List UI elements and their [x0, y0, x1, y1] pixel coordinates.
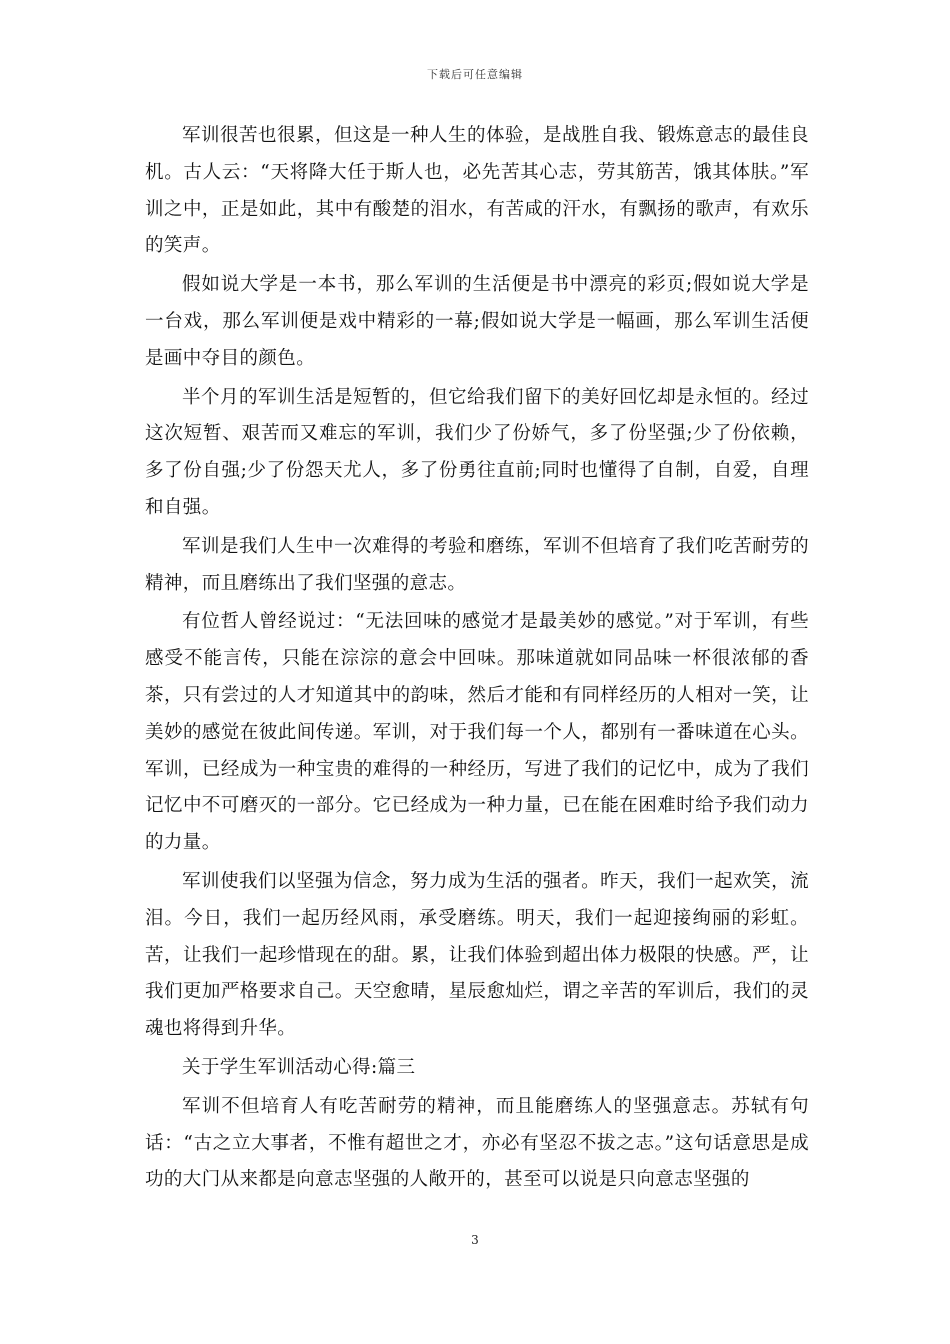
- paragraph-2: 假如说大学是一本书，那么军训的生活便是书中漂亮的彩页;假如说大学是一台戏，那么军训便是戏中精彩的一幕;假如说大学是一幅画，那么军训生活便是画中夺目的颜色。: [145, 274, 809, 369]
- paragraph-3: 半个月的军训生活是短暂的，但它给我们留下的美好回忆却是永恒的。经过这次短暂、艰苦而又难忘的军训，我们少了份娇气，多了份坚强;少了份依赖，多了份自强;少了份怨天尤人，多了份勇往直前;同时也懂得了自制，自爱，自理和自强。: [145, 386, 809, 518]
- paragraph-6: 军训使我们以坚强为信念，努力成为生活的强者。昨天，我们一起欢笑，流泪。今日，我们一起历经风雨，承受磨练。明天，我们一起迎接绚丽的彩虹。苦，让我们一起珍惜现在的甜。累，让我们体验到超出体力极限的快感。严，让我们更加严格要求自己。天空愈晴，星辰愈灿烂，谓之辛苦的军训后，我们的灵魂也将得到升华。: [145, 870, 809, 1040]
- page-number: 3: [471, 1233, 479, 1247]
- page-header: 下载后可任意编辑: [427, 68, 523, 81]
- document-body: [145, 118, 809, 1201]
- paragraph-4: 军训是我们人生中一次难得的考验和磨练，军训不但培育了我们吃苦耐劳的精神，而且磨练出了我们坚强的意志。: [145, 535, 809, 594]
- paragraph-5: 有位哲人曾经说过：“无法回味的感觉才是最美妙的感觉。”对于军训，有些感受不能言传，只能在淙淙的意会中回味。那味道就如同品味一杯很浓郁的香茶，只有尝过的人才知道其中的韵味，然后才能和有同样经历的人相对一笑，让美妙的感觉在彼此间传递。军训，对于我们每一个人，都别有一番味道在心头。军训，已经成为一种宝贵的难得的一种经历，写进了我们的记忆中，成为了我们记忆中不可磨灭的一部分。它已经成为一种力量，已在能在困难时给予我们动力的力量。: [145, 611, 809, 854]
- section-heading: 关于学生军训活动心得:篇三: [182, 1056, 416, 1078]
- paragraph-7: 军训不但培育人有吃苦耐劳的精神，而且能磨练人的坚强意志。苏轼有句话：“古之立大事者，不惟有超世之才，亦必有坚忍不拔之志。”这句话意思是成功的大门从来都是向意志坚强的人敞开的，甚至可以说是只向意志坚强的: [145, 1095, 809, 1191]
- paragraph-1: 军训很苦也很累，但这是一种人生的体验，是战胜自我、锻炼意志的最佳良机。古人云：“天将降大任于斯人也，必先苦其心志，劳其筋苦，饿其体肤。”军训之中，正是如此，其中有酸楚的泪水，有苦咸的汗水，有飘扬的歌声，有欢乐的笑声。: [145, 125, 809, 257]
